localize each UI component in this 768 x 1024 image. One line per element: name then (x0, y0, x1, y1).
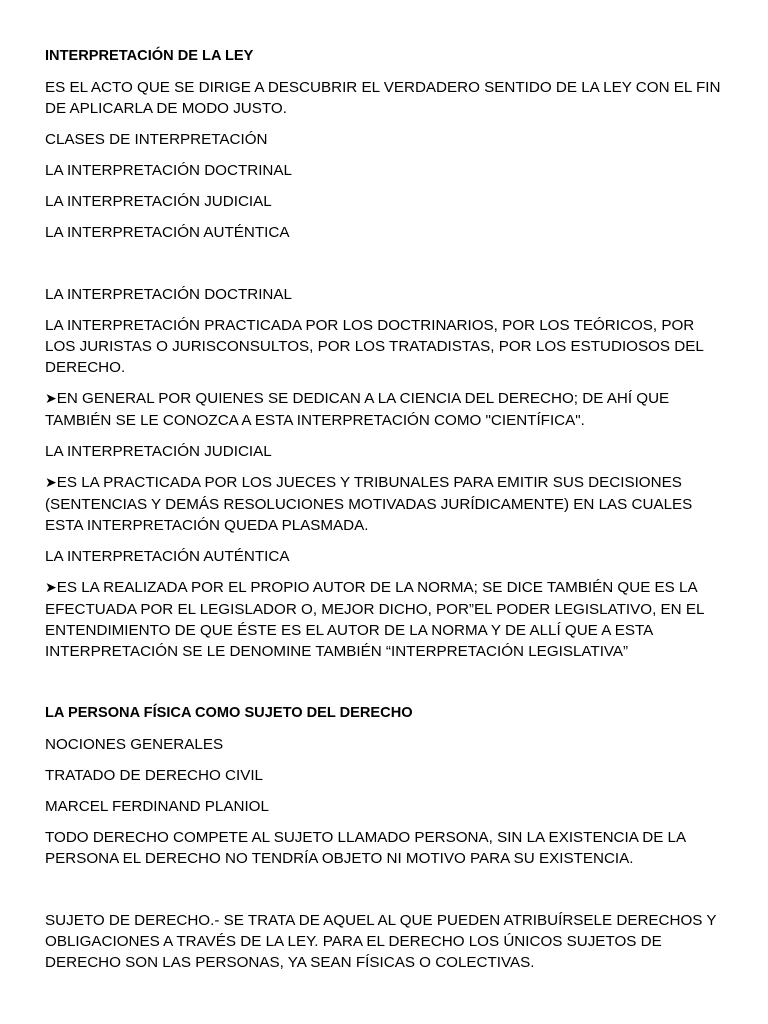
doctrinal-bullet-text: EN GENERAL POR QUIENES SE DEDICAN A LA CIENCIA DEL DERECHO; DE AHÍ QUE TAMBIÉN SE LE CONOZCA A ESTA INTERPRETACIÓN COMO "CIENTÍFICA". (45, 390, 670, 429)
classes-heading: CLASES DE INTERPRETACIÓN (45, 131, 268, 148)
doctrinal-bullet (45, 388, 725, 431)
document-body (45, 46, 725, 983)
line-tratado: TRATADO DE DERECHO CIVIL (45, 767, 263, 784)
heading-interpretacion-ley: INTERPRETACIÓN DE LA LEY (45, 48, 254, 64)
persona-paragraph: TODO DERECHO COMPETE AL SUJETO LLAMADO PERSONA, SIN LA EXISTENCIA DE LA PERSONA EL DERECHO NO TENDRÍA OBJETO NI MOTIVO PARA SU EXISTENCIA. (45, 829, 686, 867)
judicial-bullet (45, 472, 725, 536)
doctrinal-heading: LA INTERPRETACIÓN DOCTRINAL (45, 286, 292, 303)
class-item-judicial: LA INTERPRETACIÓN JUDICIAL (45, 193, 272, 210)
autentica-heading: LA INTERPRETACIÓN AUTÉNTICA (45, 548, 290, 565)
class-item-doctrinal: LA INTERPRETACIÓN DOCTRINAL (45, 162, 292, 179)
arrow-bullet-icon: ➤ (45, 580, 57, 596)
spacer (45, 879, 725, 910)
line-planiol: MARCEL FERDINAND PLANIOL (45, 798, 269, 815)
definition-paragraph: ES EL ACTO QUE SE DIRIGE A DESCUBRIR EL VERDADERO SENTIDO DE LA LEY CON EL FIN DE APLICARLA DE MODO JUSTO. (45, 79, 721, 117)
judicial-bullet-text: ES LA PRACTICADA POR LOS JUECES Y TRIBUNALES PARA EMITIR SUS DECISIONES (SENTENCIAS Y DEMÁS RESOLUCIONES MOTIVADAS JURÍDICAMENTE) EN LAS CUALES ESTA INTERPRETACIÓN QUEDA PLASMADA. (45, 474, 693, 534)
sujeto-paragraph: SUJETO DE DERECHO.- SE TRATA DE AQUEL AL QUE PUEDEN ATRIBUÍRSELE DERECHOS Y OBLIGACIONES A TRAVÉS DE LA LEY. PARA EL DERECHO LOS ÚNICOS SUJETOS DE DERECHO SON LAS PERSONAS, YA SEAN FÍSICAS O COLECTIVAS. (45, 912, 717, 971)
line-nociones: NOCIONES GENERALES (45, 736, 224, 753)
spacer (45, 672, 725, 703)
spacer (45, 253, 725, 284)
arrow-bullet-icon: ➤ (45, 391, 57, 407)
doctrinal-paragraph: LA INTERPRETACIÓN PRACTICADA POR LOS DOCTRINARIOS, POR LOS TEÓRICOS, POR LOS JURISTAS O JURISCONSULTOS, POR LOS TRATADISTAS, POR LOS ESTUDIOSOS DEL DERECHO. (45, 317, 704, 376)
heading-persona-fisica: LA PERSONA FÍSICA COMO SUJETO DEL DERECHO (45, 705, 413, 721)
class-item-autentica: LA INTERPRETACIÓN AUTÉNTICA (45, 224, 290, 241)
autentica-bullet (45, 577, 725, 662)
arrow-bullet-icon: ➤ (45, 475, 57, 491)
judicial-heading: LA INTERPRETACIÓN JUDICIAL (45, 443, 272, 460)
autentica-bullet-text: ES LA REALIZADA POR EL PROPIO AUTOR DE LA NORMA; SE DICE TAMBIÉN QUE ES LA EFECTUADA POR EL LEGISLADOR O, MEJOR DICHO, POR”EL PODER LEGISLATIVO, EN EL ENTENDIMIENTO DE QUE ÉSTE ES EL AUTOR DE LA NORMA Y DE ALLÍ QUE A ESTA INTERPRETACIÓN SE LE DENOMINE TAMBIÉN “INTERPRETACIÓN LEGISLATIVA” (45, 579, 704, 660)
